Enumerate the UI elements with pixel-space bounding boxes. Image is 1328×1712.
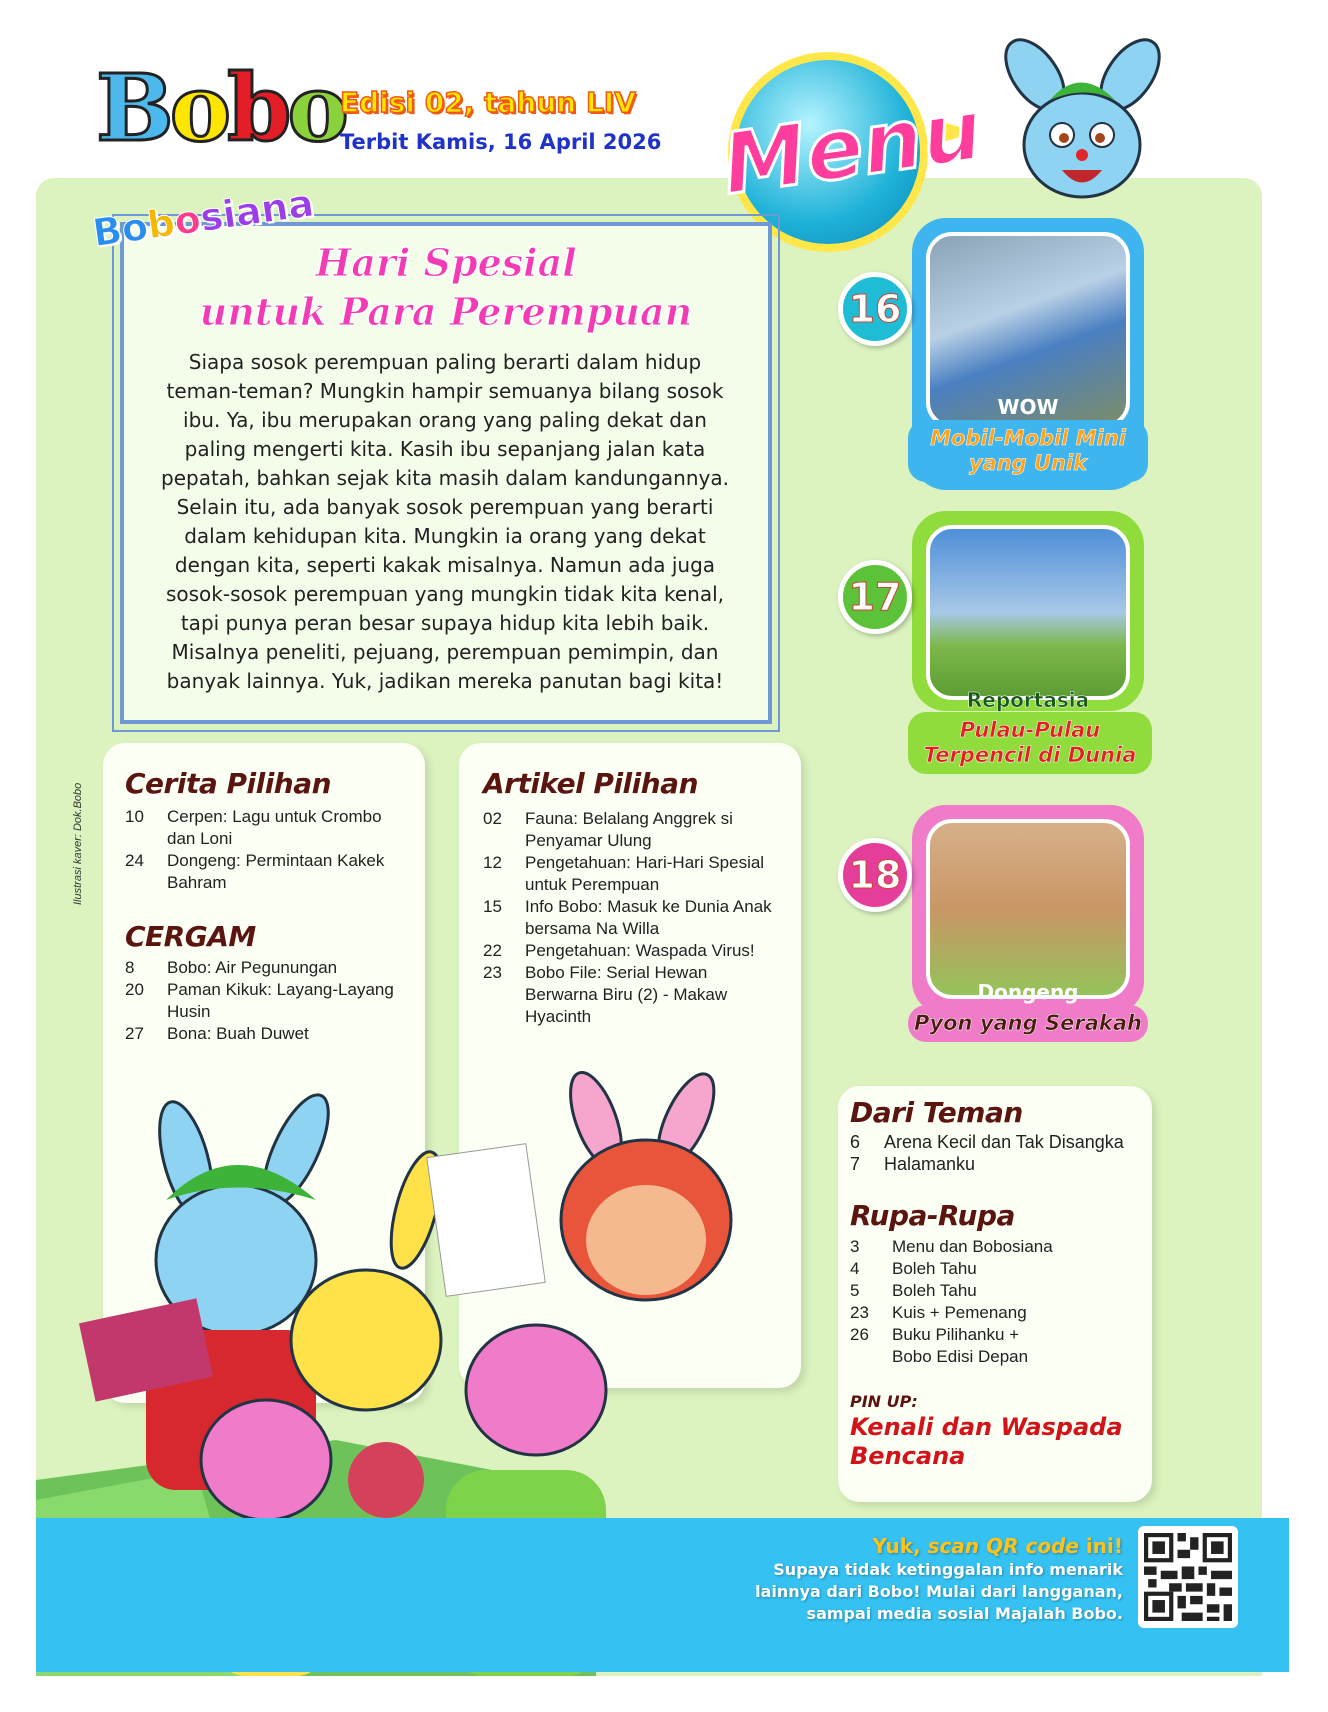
item-title: Bona: Buah Duwet (167, 1024, 309, 1043)
feature-card-17[interactable] (912, 511, 1144, 711)
cergam-title: CERGAM (125, 920, 256, 953)
list-item[interactable] (483, 896, 783, 940)
page-number: 02 (483, 809, 502, 828)
bobosiana-title-line2: untuk Para Perempuan (199, 289, 693, 334)
list-item[interactable] (125, 957, 395, 979)
feature-page-number: 16 (838, 272, 912, 346)
list-item[interactable] (125, 806, 395, 850)
list-item[interactable] (483, 808, 783, 852)
dari-teman-title: Dari Teman (850, 1096, 1023, 1129)
list-item[interactable] (125, 979, 395, 1023)
feature-photo (926, 525, 1130, 700)
page-number: 15 (483, 897, 502, 916)
publish-date: Terbit Kamis, 16 April 2026 (340, 130, 662, 154)
item-title: Cerpen: Lagu untuk Crombo dan Loni (167, 807, 382, 848)
feature-title: Mobil-Mobil Mini yang Unik (908, 420, 1148, 482)
list-item[interactable] (850, 1236, 1152, 1258)
item-title: Bobo: Air Pegunungan (167, 958, 338, 977)
item-title: Dongeng: Permintaan Kakek Bahram (167, 851, 385, 892)
qr-line3: sampai media sosial Majalah Bobo. (806, 1604, 1123, 1623)
page-number: 23 (850, 1303, 869, 1322)
feature-category: WOW (997, 395, 1059, 419)
feature-page-number: 17 (838, 560, 912, 634)
bobosiana-title-line1: Hari Spesial (315, 240, 577, 285)
item-title: Kuis + Pemenang (892, 1303, 1027, 1322)
page-number: 24 (125, 851, 144, 870)
page-number: 26 (850, 1325, 869, 1344)
dari-teman-card (838, 1086, 1152, 1502)
qr-banner-text (755, 1533, 1123, 1625)
qr-line1: Supaya tidak ketinggalan info menarik (773, 1560, 1123, 1579)
page-number: 27 (125, 1024, 144, 1043)
qr-headline: Yuk, scan QR code ini! (872, 1534, 1123, 1558)
item-title: Boleh Tahu (892, 1281, 977, 1300)
feature-page-number: 18 (838, 838, 912, 912)
item-title: Menu dan Bobosiana (892, 1237, 1053, 1256)
item-title: Buku Pilihanku + Bobo Edisi Depan (892, 1325, 1029, 1366)
qr-code-icon (1144, 1532, 1232, 1622)
item-title: Fauna: Belalang Anggrek si Penyamar Ulung (525, 809, 733, 850)
page-number: 6 (850, 1132, 861, 1152)
list-item[interactable] (483, 940, 783, 962)
list-item[interactable] (125, 1023, 395, 1045)
list-item[interactable] (850, 1280, 1152, 1302)
rupa-rupa-title: Rupa-Rupa (850, 1199, 1015, 1232)
list-item[interactable] (483, 852, 783, 896)
pinup-title[interactable]: Kenali dan Waspada Bencana (850, 1413, 1123, 1470)
page-number: 20 (125, 980, 144, 999)
artikel-title: Artikel Pilihan (483, 767, 698, 800)
item-title: Paman Kikuk: Layang-Layang Husin (167, 980, 394, 1021)
item-title: Arena Kecil dan Tak Disangka (884, 1132, 1124, 1152)
page-number: 23 (483, 963, 502, 982)
list-item[interactable] (483, 962, 783, 1028)
qr-line2: lainnya dari Bobo! Mulai dari langganan, (755, 1582, 1123, 1601)
list-item[interactable] (850, 1258, 1152, 1280)
page-number: 5 (850, 1281, 860, 1300)
page-number: 7 (850, 1154, 861, 1174)
feature-category: Reportasia (966, 688, 1090, 712)
edition-label: Edisi 02, tahun LIV (340, 86, 636, 119)
item-title: Info Bobo: Masuk ke Dunia Anak bersama Na Willa (525, 897, 772, 938)
page-number: 4 (850, 1259, 860, 1278)
item-title: Pengetahuan: Hari-Hari Spesial untuk Perempuan (525, 853, 765, 894)
cergam-list (125, 957, 395, 1045)
menu-title: Menu (716, 80, 988, 214)
item-title: Pengetahuan: Waspada Virus! (525, 941, 755, 960)
feature-title: Pulau-Pulau Terpencil di Dunia (908, 712, 1152, 774)
cerita-title: Cerita Pilihan (125, 767, 332, 800)
qr-code[interactable] (1138, 1526, 1238, 1628)
page-number: 10 (125, 807, 144, 826)
bobo-logo: Bobo (96, 54, 345, 162)
list-item[interactable] (850, 1131, 1152, 1153)
feature-photo (926, 819, 1130, 999)
artikel-list (483, 808, 783, 1028)
feature-title: Pyon yang Serakah (908, 1005, 1148, 1042)
list-item[interactable] (850, 1302, 1152, 1324)
list-item[interactable] (850, 1153, 1152, 1175)
pinup-label: PIN UP: (850, 1392, 918, 1411)
list-item[interactable] (850, 1324, 1152, 1368)
feature-category: Dongeng (977, 980, 1079, 1004)
page-number: 22 (483, 941, 502, 960)
item-title: Bobo File: Serial Hewan Berwarna Biru (2) - Makaw Hyacinth (525, 963, 728, 1026)
dari-teman-list (850, 1131, 1152, 1175)
page-number: 3 (850, 1237, 860, 1256)
item-title: Halamanku (884, 1154, 976, 1174)
page-number: 12 (483, 853, 502, 872)
rupa-rupa-list (850, 1236, 1152, 1368)
bobosiana-label: Bobosiana (90, 180, 317, 256)
list-item[interactable] (125, 850, 395, 894)
item-title: Boleh Tahu (892, 1259, 977, 1278)
bobosiana-body: Siapa sosok perempuan paling berarti dalam hidup teman-teman? Mungkin hampir semuanya bilang sosok ibu. Ya, ibu merupakan orang yang paling dekat dan paling mengerti kita. Kasih ibu sepanjang jalan kata pepatah, bahkan sejak kita masih dalam kandungannya. Selain itu, ada banyak sosok perempuan yang berarti dalam kehidupan kita. Mungkin ia orang yang dekat dengan kita, seperti kakak misalnya. Namun ada juga sosok-sosok perempuan yang mungkin tidak kita kenal, tapi punya peran besar supaya hidup kita lebih baik. Misalnya peneliti, pejuang, perempuan pemimpin, dan banyak lainnya. Yuk, jadikan mereka panutan bagi kita! (161, 350, 729, 693)
cover-credit: Ilustrasi kaver: Dok.Bobo (72, 782, 84, 905)
page-number: 8 (125, 958, 135, 977)
bobo-bunny-illustration (990, 30, 1170, 210)
cerita-list (125, 806, 395, 894)
